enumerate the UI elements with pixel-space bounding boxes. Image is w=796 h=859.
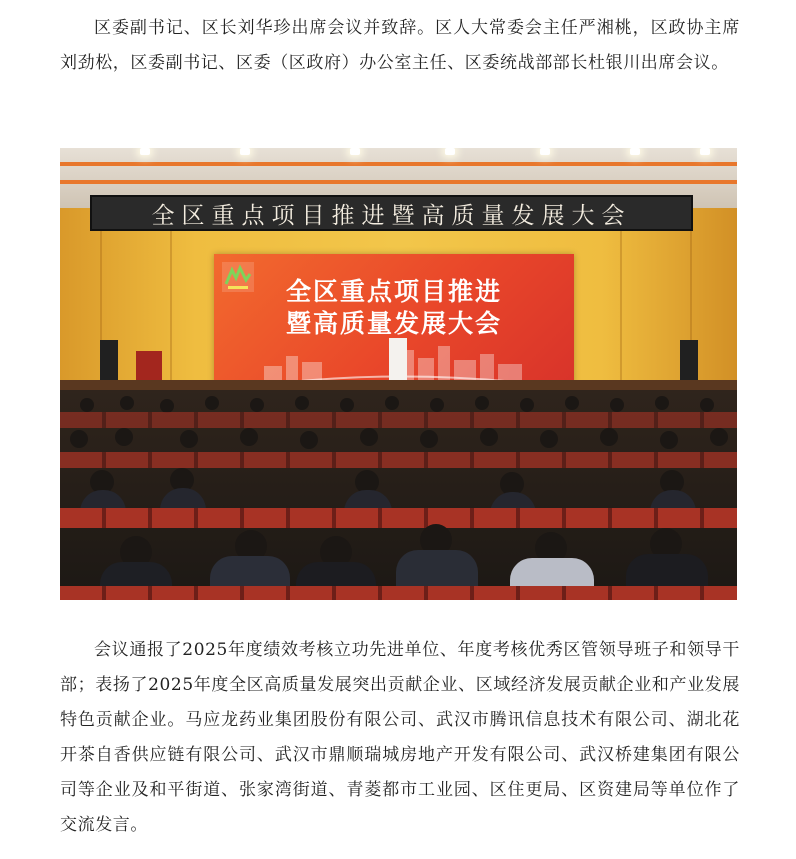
- attendee-head: [70, 430, 88, 448]
- attendee-head: [540, 430, 558, 448]
- screen-title-line-1: 全区重点项目推进: [285, 277, 502, 306]
- seat-row: [60, 508, 737, 528]
- attendee-head: [340, 398, 354, 412]
- attendee-head: [475, 396, 489, 410]
- seat-row: [60, 586, 737, 600]
- attendee-head: [385, 396, 399, 410]
- attendee-head: [360, 428, 378, 446]
- paragraph-attendees: 区委副书记、区长刘华珍出席会议并致辞。区人大常委会主任严湘桃，区政协主席刘劲松，区委副书记、区委（区政府）办公室主任、区委统战部部长杜银川出席会议。: [60, 18, 740, 73]
- attendee-head: [700, 398, 714, 412]
- speaker-box: [680, 340, 698, 384]
- paragraph-meeting-summary: 会议通报了2025年度绩效考核立功先进单位、年度考核优秀区管领导班子和领导干部；表扬了2025年度全区高质量发展突出贡献企业、区域经济发展贡献企业和产业发展特色贡献企业。马应龙药业集团股份有限公司、武汉市腾讯信息技术有限公司、湖北花开茶自香供应链有限公司、武汉市鼎顺瑞城房地产开发有限公司、武汉桥建集团有限公司等企业及和平街道、张家湾街道、青菱都市工业园、区住更局、区资建局等单位作了交流发言。: [60, 640, 740, 835]
- attendee-head: [120, 396, 134, 410]
- attendee-head: [610, 398, 624, 412]
- attendee-head: [420, 430, 438, 448]
- seat-row: [60, 452, 737, 468]
- attendee-head: [250, 398, 264, 412]
- ceiling-light: [700, 148, 710, 155]
- attendee-head: [205, 396, 219, 410]
- attendee-head: [520, 398, 534, 412]
- attendee-head: [655, 396, 669, 410]
- attendee-head: [160, 399, 174, 413]
- attendee-head: [300, 431, 318, 449]
- attendee-head: [600, 428, 618, 446]
- attendee-head: [565, 396, 579, 410]
- attendee-head: [660, 431, 678, 449]
- speaker-box: [100, 340, 118, 384]
- ceiling-light: [140, 148, 150, 155]
- attendee-head: [295, 396, 309, 410]
- ceiling-light: [540, 148, 550, 155]
- ceiling-light: [630, 148, 640, 155]
- ceiling-stripe: [60, 162, 737, 166]
- attendee-head: [430, 398, 444, 412]
- attendee-head: [180, 430, 198, 448]
- attendee-head: [710, 428, 728, 446]
- banner-text: 全区重点项目推进暨高质量发展大会: [151, 202, 632, 229]
- audience: [60, 390, 737, 600]
- attendee-head: [480, 428, 498, 446]
- ceiling-light: [350, 148, 360, 155]
- ceiling-light: [240, 148, 250, 155]
- attendee-head: [240, 428, 258, 446]
- ceiling-stripe: [60, 180, 737, 184]
- meeting-photo: [60, 148, 737, 600]
- seat-row: [60, 412, 737, 428]
- screen-title-line-2: 暨高质量发展大会: [285, 309, 502, 338]
- attendee-head: [115, 428, 133, 446]
- ceiling-light: [445, 148, 455, 155]
- attendee-head: [80, 398, 94, 412]
- hall-banner: [90, 195, 693, 231]
